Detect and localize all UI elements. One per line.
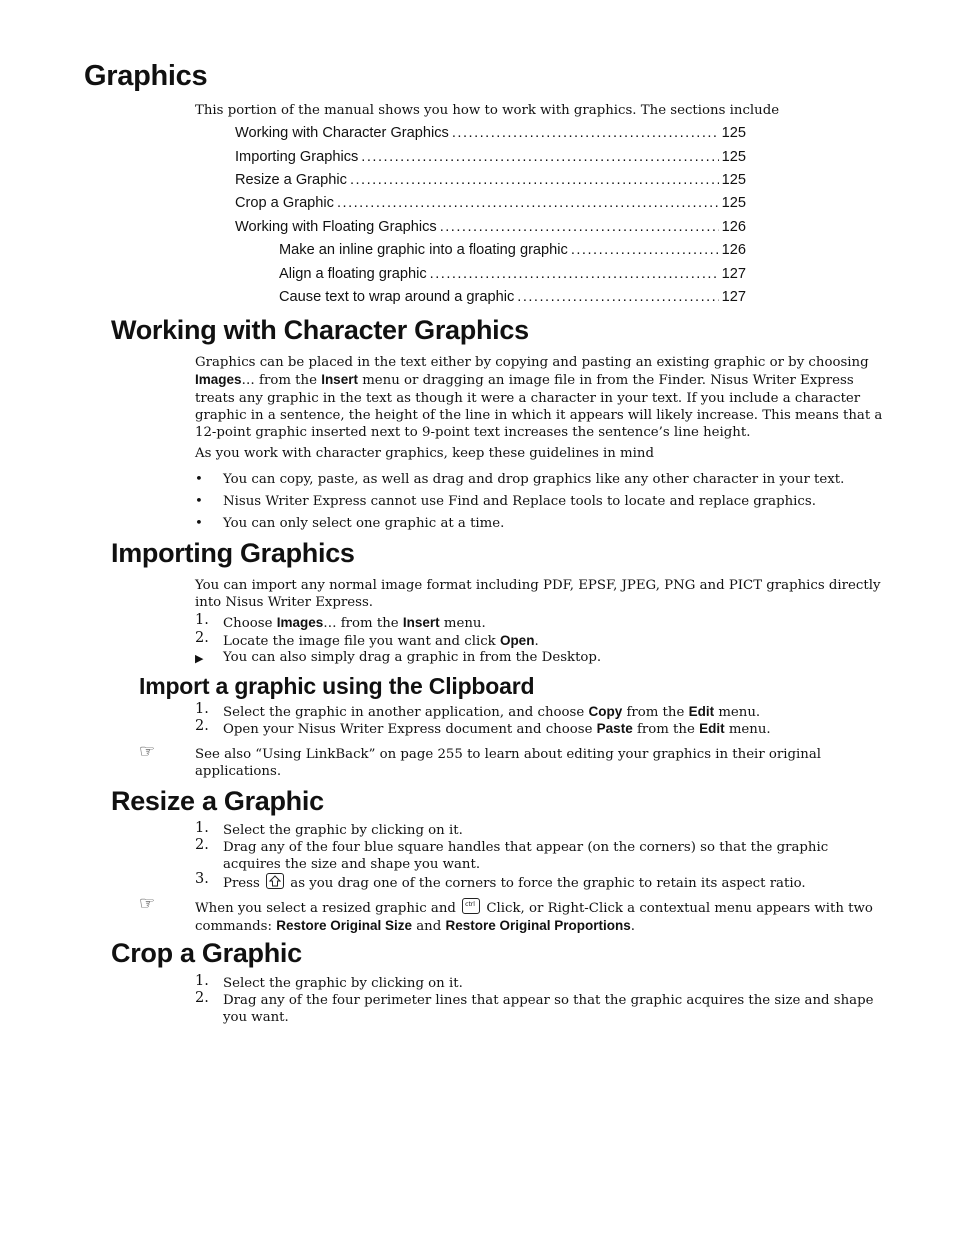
importing-paragraph: You can import any normal image format including PDF, EPSF, JPEG, PNG and PICT graphics directly into Nisus Writer Express. [195,578,881,611]
toc-page: 125 [721,172,746,188]
step-number: 2. [195,718,209,734]
step-number: 2. [195,630,209,646]
control-key-icon: ctrl [462,898,480,914]
section-heading-character-graphics: Working with Character Graphics [111,315,529,345]
restore-original-size-command: Restore Original Size [276,918,413,934]
toc-label: Working with Character Graphics [235,125,449,141]
toc-label: Resize a Graphic [235,172,347,188]
open-button-label: Open [499,633,535,648]
pointing-hand-icon: ☞ [139,741,156,762]
linkback-note: See also “Using LinkBack” on page 255 to learn about editing your graphics in their original applications. [195,747,822,780]
toc-page: 125 [721,195,746,211]
toc-entry[interactable] [279,266,746,282]
toc-page: 127 [721,289,746,305]
character-graphics-paragraph: Graphics can be placed in the text either by copying and pasting an existing graphic or by choosing Images… from the Insert menu or dragging an image file in from the Finder. Nisus Writer Express treats any graphic in the text as though it were a character in your text. If you include a character graphic in a sentence, the height of the line in which it appears will likely increase. This means that a 12-point graphic inserted next to 9-point text increases the sentence’s line height. [195,355,883,441]
step-number: 1. [195,701,209,717]
section-heading-importing: Importing Graphics [111,538,355,568]
copy-command: Copy [588,704,623,719]
step-number: 1. [195,820,209,836]
toc-page: 126 [721,219,746,235]
page-title: Graphics [84,60,208,92]
toc-label: Importing Graphics [235,149,359,165]
subsection-heading-clipboard: Import a graphic using the Clipboard [139,673,535,699]
toc-entry[interactable] [235,172,746,188]
section-heading-crop: Crop a Graphic [111,938,302,968]
images-menu-item: Images [276,615,324,630]
toc-entry[interactable] [279,289,746,305]
toc-page: 125 [721,149,746,165]
step-number: 2. [195,990,209,1006]
section-heading-resize: Resize a Graphic [111,786,324,816]
step-number: 1. [195,612,209,628]
toc-entry[interactable] [279,242,746,258]
bullet-marker: • [195,472,203,487]
toc-entry[interactable] [235,219,746,235]
shift-key-icon [266,873,284,889]
toc-label: Cause text to wrap around a graphic [279,289,515,305]
toc-label: Align a floating graphic [279,266,427,282]
resize-note: When you select a resized graphic and ctrl Click, or Right-Click a contextual menu appears with two commands: Restore Original Size and Restore Original Proportions. [195,898,885,936]
pointing-hand-icon: ☞ [139,893,156,914]
step-number: 3. [195,871,209,887]
toc-entry[interactable] [235,149,746,165]
edit-menu: Edit [699,721,725,736]
insert-menu: Insert [321,372,358,388]
restore-original-proportions-command: Restore Original Proportions [445,918,631,934]
toc-label: Working with Floating Graphics [235,219,437,235]
intro-text: This portion of the manual shows you how to work with graphics. The sections include [195,103,780,118]
toc-page: 127 [721,266,746,282]
toc-page: 125 [721,125,746,141]
paste-command: Paste [596,721,633,736]
insert-menu: Insert [402,615,440,630]
toc-entry[interactable] [235,125,746,141]
manual-page: Graphics This portion of the manual shows you how to work with graphics. The sections include Working with Character Graphics ..... 125 Importing Graphics ..... 125 Resize a Graphic ..... 125 Crop a Graphic ..... 125 Working with Floating Graphics ..... 126 Make an inline graphic into a floating graphic ..... 126 Align a floating graphic ..... 127 Cause text to wrap around a graphic ..... 127 Working with Character Graphics Graphics can be placed in the text either by copying and pasting an existing graphic or by choosing Images… from the Insert menu or dragging an image file in from the Finder. Nisus Writer Express treats any graphic in the text as though it were a character in your text. If you include a character graphic in a sentence, the height of the line in which it appears will likely increase. This means that a 12-point graphic inserted next to 9-point text increases the sentence’s line height. As you work with character graphics, keep these guidelines in mind • You can copy, paste, as well as drag and drop graphics like any other character in your text. • Nisus Writer Express cannot use Find and Replace tools to locate and replace graphics. • You can only select one graphic at a time. Importing Graphics You can import any normal image format including PDF, EPSF, JPEG, PNG and PICT graphics directly into Nisus Writer Express. 1. Choose Images… from the Insert menu. 2. Locate the image file you want and click Open. ▶ You can also simply drag a graphic in from the Desktop. Import a graphic using the Clipboard 1. Select the graphic in another application, and choose Copy from the Edit menu. 2. Open your Nisus Writer Express document and choose Paste from the Edit menu. ☞ See also “Using LinkBack” on page 255 to learn about editing your graphics in their original applications. Resize a Graphic 1. Select the graphic by clicking on it. 2. Drag any of the four blue square handles that appear (on the corners) so that the graphic acquires the size and shape you want. 3. Press as you drag one of the corners to force the graphic to retain its aspect ratio. ☞ When you select a resized graphic and ctrl Click, or Right-Click a contextual menu appears with two commands: Restore Original Size and Restore Original Proportions. Crop a Graphic 1. Select the graphic by clicking on it. 2. Drag any of the four perimeter lines that appear so that the graphic acquires the size and shape you want. [0,0,954,1235]
toc-label: Crop a Graphic [235,195,334,211]
bullet-marker: • [195,516,203,531]
bullet-marker: • [195,494,203,509]
images-menu-item: Images [195,372,242,388]
guidelines-intro: As you work with character graphics, keep these guidelines in mind [195,446,654,461]
toc-page: 126 [721,242,746,258]
step-number: 1. [195,973,209,989]
toc-label: Make an inline graphic into a floating graphic [279,242,568,258]
step-number: 2. [195,837,209,853]
toc-entry[interactable] [235,195,746,211]
edit-menu: Edit [688,704,715,719]
arrow-icon: ▶ [195,652,204,665]
